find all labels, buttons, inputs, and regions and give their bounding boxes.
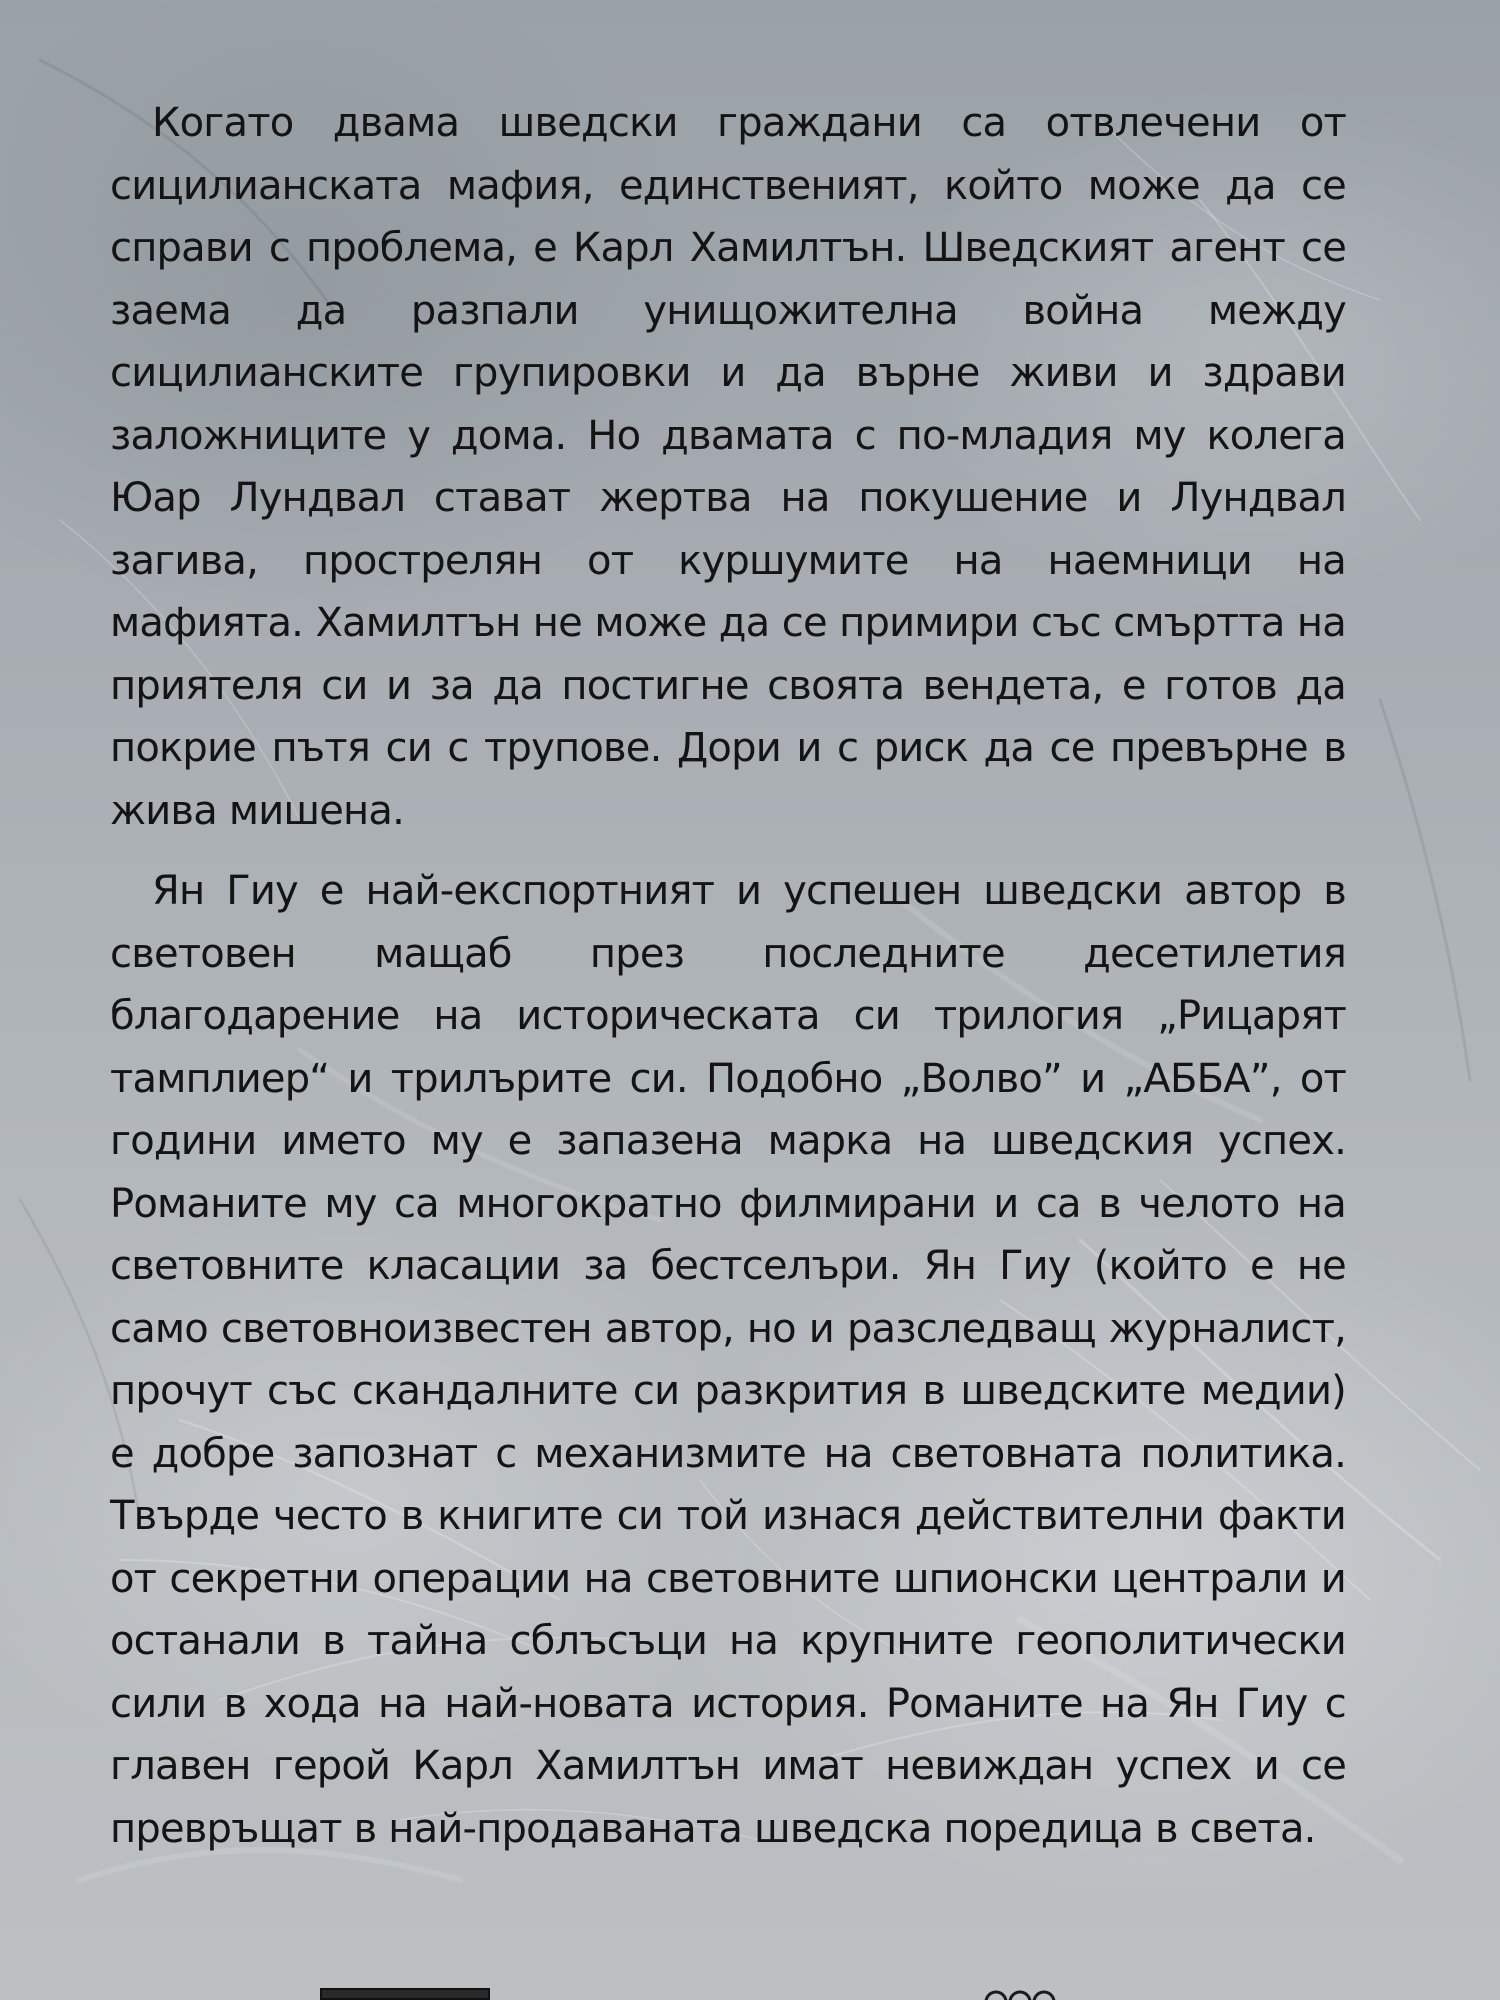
- blurb-paragraph-author: Ян Гиу е най-експортният и успешен шведски автор в световен мащаб през последните десетилетия благодарение на историческата си трилогия „Рицарят тамплиер“ и трилърите си. Подобно „Волво” и „АББА”, от години името му е запазена марка на шведския успех. Романите му са многократно филмирани и са в челото на световните класации за бестселъри. Ян Гиу (който е не само световноизвестен автор, но и разследващ журналист, прочут със скандалните си разкрития в шведските медии) е добре запознат с механизмите на световната политика. Твърде често в книгите си той изнася действителни факти от секретни операции на световните шпионски централи и останали в тайна сблъсъци на крупните геополитически сили в хода на най-новата история. Романите на Ян Гиу с главен герой Карл Хамилтън имат невиждан успех и се превръщат в най-продаваната шведска поредица в света.: [110, 868, 1346, 1852]
- blurb-text: [110, 92, 1346, 1860]
- publisher-logo-strip: [320, 1988, 490, 2000]
- blurb-paragraph-plot: Когато двама шведски граждани са отвлечени от сицилианската мафия, единственият, който може да се справи с проблема, е Карл Хамилтън. Шведският агент се заема да разпали унищожителна война между сицилианските групировки и да върне живи и здрави заложниците у дома. Но двамата с по-младия му колега Юар Лундвал стават жертва на покушение и Лундвал загива, прострелян от куршумите на наемници на мафията. Хамилтън не може да се примири със смъртта на приятеля си и за да постигне своята вендета, е готов да покрие пътя си с трупове. Дори и с риск да се превърне в жива мишена.: [110, 100, 1346, 834]
- cropped-footer-mark: [980, 1986, 1060, 2000]
